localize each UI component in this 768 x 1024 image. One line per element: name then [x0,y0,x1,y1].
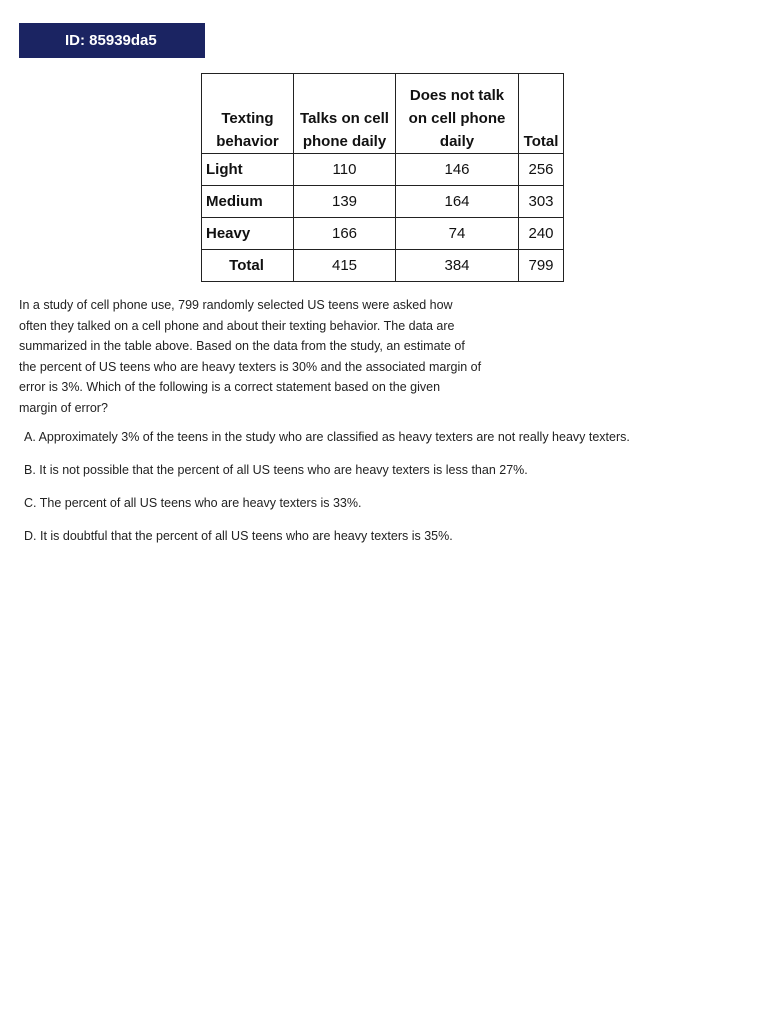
header-does-not-talk [396,74,519,154]
header-text: phone daily [302,133,387,150]
header-talks-daily [294,74,396,154]
cell-talks: 139 [294,186,396,218]
header-text: on cell phone [408,110,506,127]
cell-notalk: 74 [396,218,519,250]
table-total-row [202,250,564,282]
choice-a[interactable]: A. Approximately 3% of the teens in the study who are classified as heavy texters are not really heavy texters. [24,430,630,444]
row-label: Heavy [202,218,294,250]
cell-total: 303 [519,186,564,218]
header-text: behavior [216,133,279,150]
header-total [519,74,564,154]
choice-c[interactable]: C. The percent of all US teens who are heavy texters is 33%. [24,496,362,510]
total-label: Total [202,250,294,282]
question-line: margin of error? [19,400,108,415]
cell-talks: 166 [294,218,396,250]
table-row [202,218,564,250]
cell-talks: 110 [294,154,396,186]
table-row [202,186,564,218]
question-line: In a study of cell phone use, 799 randomly selected US teens were asked how [19,298,453,312]
cell-notalk: 146 [396,154,519,186]
question-text [19,295,509,419]
answer-choices [24,426,630,558]
header-text: Texting [221,110,274,127]
cell-total: 256 [519,154,564,186]
cell-notalk-total: 384 [396,250,519,282]
question-line: error is 3%. Which of the following is a correct statement based on the given [19,380,441,395]
cell-grand-total: 799 [519,250,564,282]
header-text: Does not talk [409,87,505,104]
header-text: daily [439,133,475,150]
header-text: Total [523,133,559,150]
choice-d[interactable]: D. It is doubtful that the percent of all US teens who are heavy texters is 35%. [24,529,453,543]
header-texting-behavior [202,74,294,154]
cell-total: 240 [519,218,564,250]
table-header-row [202,74,564,154]
choice-b[interactable]: B. It is not possible that the percent of all US teens who are heavy texters is less than 27%. [24,463,528,477]
table-row [202,154,564,186]
row-label: Light [202,154,294,186]
id-badge: ID: 85939da5 [19,23,205,58]
cell-talks-total: 415 [294,250,396,282]
question-line: the percent of US teens who are heavy texters is 30% and the associated margin of [19,359,482,374]
question-line: summarized in the table above. Based on the data from the study, an estimate of [19,339,465,354]
header-text: Talks on cell [300,110,389,127]
question-line: often they talked on a cell phone and about their texting behavior. The data are [19,318,455,333]
row-label: Medium [202,186,294,218]
contingency-table [201,73,564,282]
cell-notalk: 164 [396,186,519,218]
